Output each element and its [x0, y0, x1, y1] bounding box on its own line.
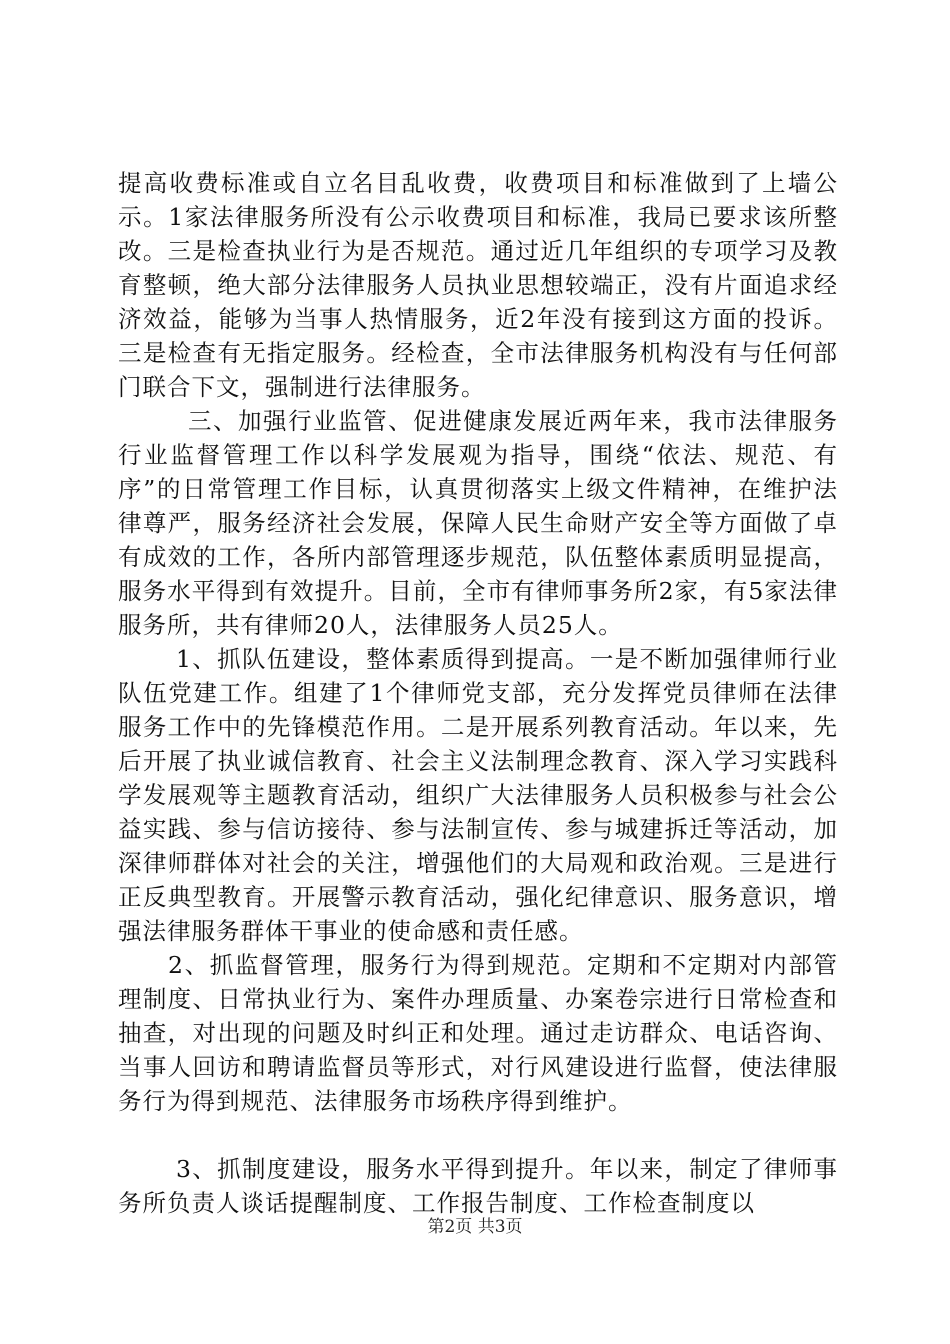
paragraph-item-1: 1、抓队伍建设，整体素质得到提高。一是不断加强律师行业队伍党建工作。组建了1个律师党支部，充分发挥党员律师在法律服务工作中的先锋模范作用。二是开展系列教育活动。年以来，先后开展了执业诚信教育、社会主义法制理念教育、深入学习实践科学发展观等主题教育活动，组织广大法律服务人员积极参与社会公益实践、参与信访接待、参与法制宣传、参与城建拆迁等活动，加深律师群体对社会的关注，增强他们的大局观和政治观。三是进行正反典型教育。开展警示教育活动，强化纪律意识、服务意识，增强法律服务群体干事业的使命感和责任感。 — [118, 645, 838, 945]
paragraph-item-2: 2、抓监督管理，服务行为得到规范。定期和不定期对内部管理制度、日常执业行为、案件办理质量、办案卷宗进行日常检查和抽查，对出现的问题及时纠正和处理。通过走访群众、电话咨询、当事人回访和聘请监督员等形式，对行风建设进行监督，使法律服务行为得到规范、法律服务市场秩序得到维护。 — [118, 951, 838, 1115]
paragraph-gap — [118, 1118, 838, 1152]
page-footer: 第2页 共3页 — [427, 1217, 523, 1237]
paragraph-item-3: 3、抓制度建设，服务水平得到提升。年以来，制定了律师事务所负责人谈话提醒制度、工作报告制度、工作检查制度以 — [118, 1155, 838, 1217]
paragraph-continuation: 提高收费标准或自立名目乱收费，收费项目和标准做到了上墙公示。1家法律服务所没有公示收费项目和标准，我局已要求该所整改。三是检查执业行为是否规范。通过近几年组织的专项学习及教育整顿，绝大部分法律服务人员执业思想较端正，没有片面追求经济效益，能够为当事人热情服务，近2年没有接到这方面的投诉。三是检查有无指定服务。经检查，全市法律服务机构没有与任何部门联合下文，强制进行法律服务。 — [118, 169, 838, 401]
document-body — [118, 166, 838, 1220]
paragraph-section-three: 三、加强行业监管、促进健康发展近两年来，我市法律服务行业监督管理工作以科学发展观为指导，围绕“依法、规范、有序”的日常管理工作目标，认真贯彻落实上级文件精神，在维护法律尊严，服务经济社会发展，保障人民生命财产安全等方面做了卓有成效的工作，各所内部管理逐步规范，队伍整体素质明显提高，服务水平得到有效提升。目前，全市有律师事务所2家，有5家法律服务所，共有律师20人，法律服务人员25人。 — [118, 407, 838, 639]
